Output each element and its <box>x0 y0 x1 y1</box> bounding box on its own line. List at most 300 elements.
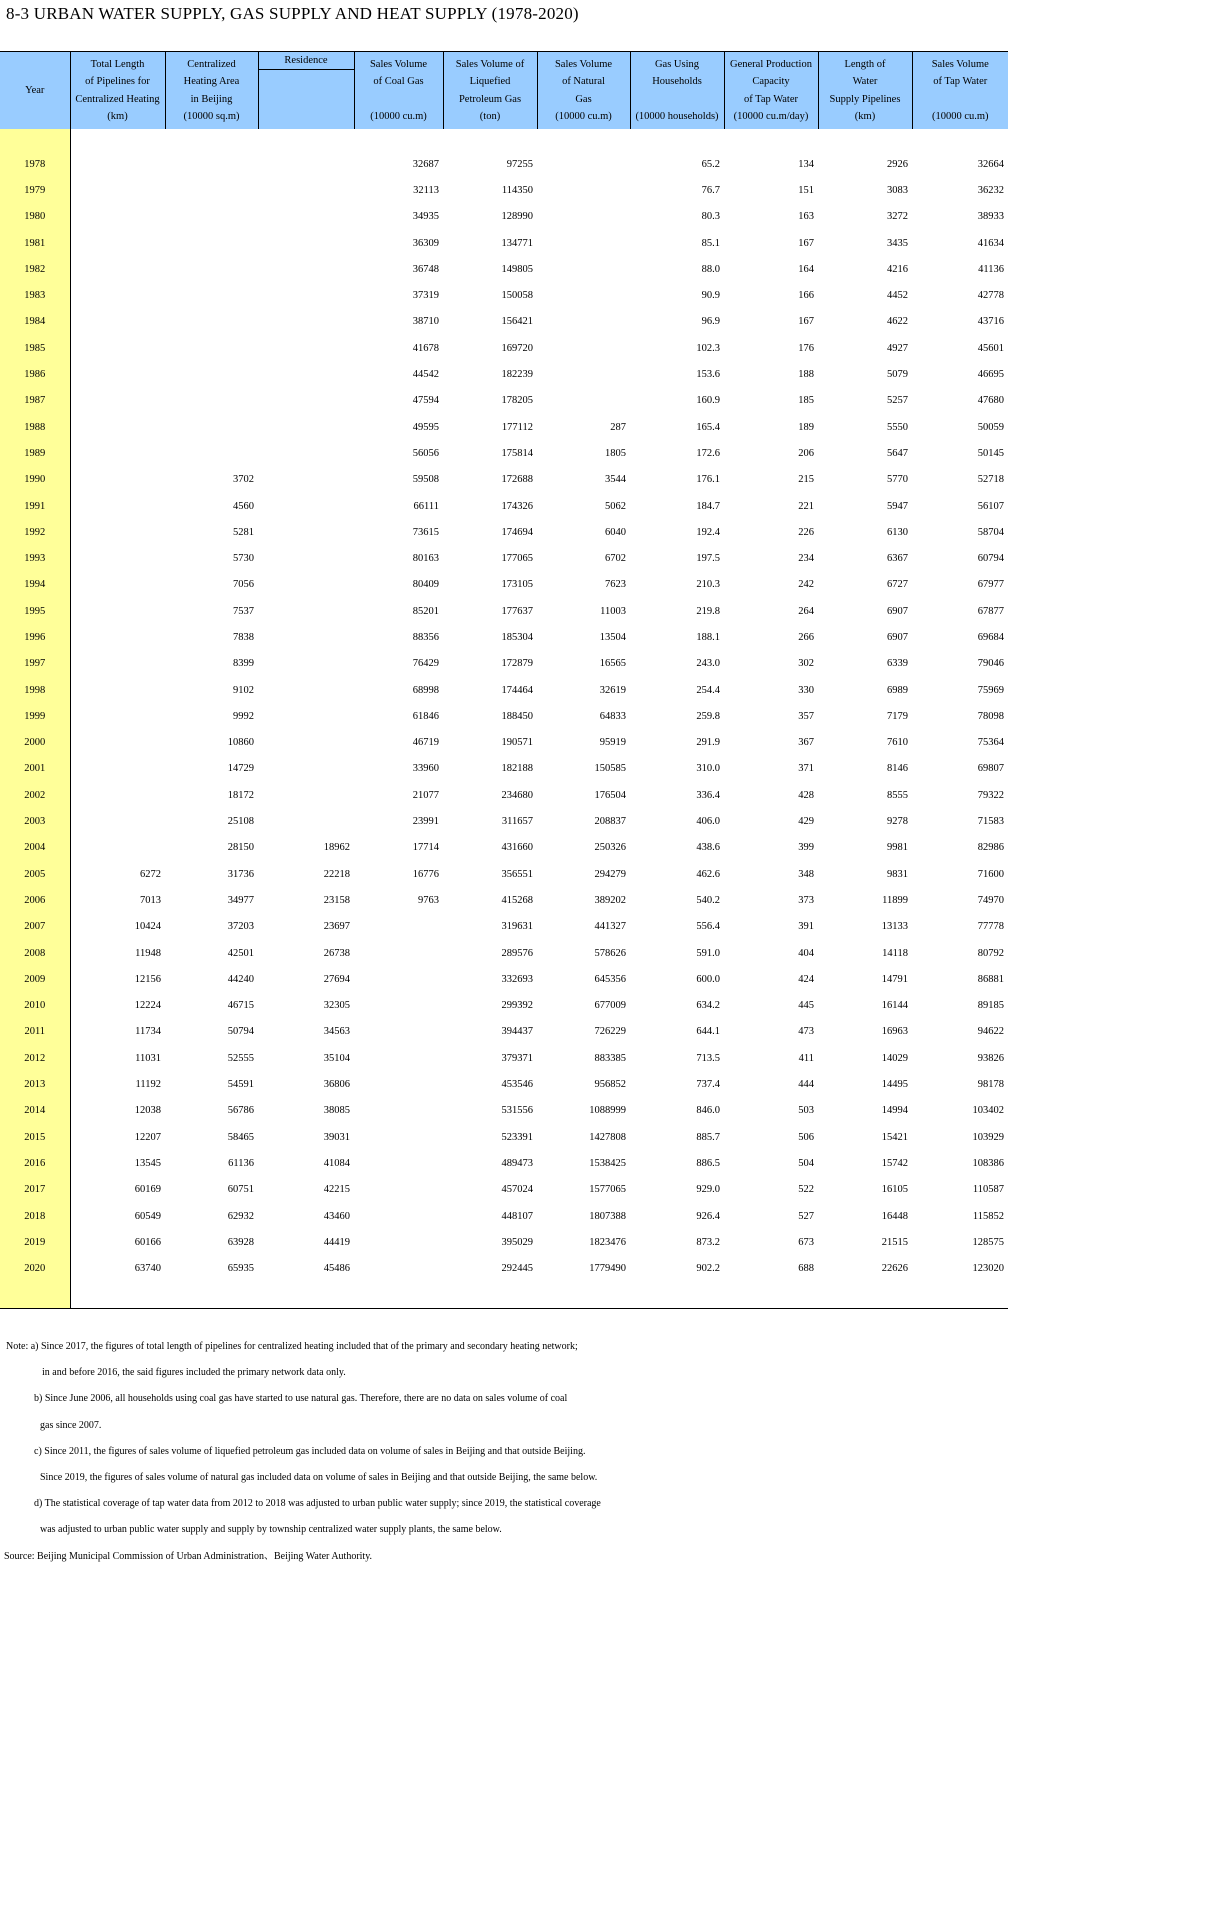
table-row <box>0 440 1008 466</box>
year-cell: 2017 <box>0 1177 70 1203</box>
lpg-cell: 177065 <box>501 553 533 565</box>
year-cell: 1983 <box>0 282 70 308</box>
pipelines-cell <box>70 467 165 493</box>
table-row <box>0 361 1008 387</box>
supply-pipelines-cell: 6339 <box>887 658 908 670</box>
gas-households-cell: 176.1 <box>696 474 720 486</box>
coal-gas-cell: 38710 <box>412 316 439 328</box>
supply-pipelines-cell: 22626 <box>881 1263 908 1275</box>
note-b-line-2: gas since 2007. <box>40 1419 102 1431</box>
tap-sales-cell: 52718 <box>977 474 1004 486</box>
table-row <box>0 230 1008 256</box>
table-row <box>0 335 1008 361</box>
heating-area-cell: 58465 <box>227 1131 254 1143</box>
supply-pipelines-cell: 5550 <box>887 421 908 433</box>
coal-gas-cell: 23991 <box>412 816 439 828</box>
year-cell: 1989 <box>0 440 70 466</box>
lpg-cell: 332693 <box>501 973 533 985</box>
year-cell: 1987 <box>0 388 70 414</box>
pipelines-cell <box>70 256 165 282</box>
heating-area-cell: 8399 <box>233 658 254 670</box>
supply-pipelines-cell: 4927 <box>887 342 908 354</box>
pipelines-cell <box>70 493 165 519</box>
coal-gas-cell: 33960 <box>412 763 439 775</box>
gas-households-cell: 96.9 <box>701 316 720 328</box>
gas-households-cell: 885.7 <box>696 1131 720 1143</box>
supply-pipelines-cell: 6367 <box>887 553 908 565</box>
pipelines-cell <box>70 598 165 624</box>
heating-area-cell: 52555 <box>227 1052 254 1064</box>
table-row <box>0 966 1008 992</box>
residence-cell <box>258 335 354 361</box>
table-row <box>0 756 1008 782</box>
tap-capacity-cell: 330 <box>798 684 814 696</box>
blank-cell <box>912 1282 1008 1309</box>
header-unit: (10000 cu.m) <box>555 111 612 122</box>
header-tap-capacity <box>724 52 818 130</box>
header-unit: (10000 households) <box>635 111 719 122</box>
natural-gas-cell: 1427808 <box>589 1131 626 1143</box>
tap-sales-cell: 86881 <box>977 973 1004 985</box>
supply-pipelines-cell: 7610 <box>887 737 908 749</box>
header-line: Sales Volume <box>369 58 428 70</box>
lpg-cell: 156421 <box>501 316 533 328</box>
lpg-cell: 174694 <box>501 526 533 538</box>
table-row <box>0 1229 1008 1255</box>
header-line: Centralized <box>187 58 236 70</box>
natural-gas-cell: 389202 <box>594 894 626 906</box>
lpg-cell: 489473 <box>501 1157 533 1169</box>
gas-households-cell: 336.4 <box>696 789 720 801</box>
pipelines-cell: 12038 <box>134 1105 161 1117</box>
coal-gas-cell: 80163 <box>412 553 439 565</box>
year-cell: 1995 <box>0 598 70 624</box>
coal-gas-cell: 32687 <box>412 158 439 170</box>
year-cell: 1999 <box>0 703 70 729</box>
pipelines-cell <box>70 782 165 808</box>
tap-capacity-cell: 367 <box>798 737 814 749</box>
gas-households-cell: 438.6 <box>696 842 720 854</box>
natural-gas-cell: 578626 <box>594 947 626 959</box>
tap-sales-cell: 50145 <box>977 447 1004 459</box>
table-row <box>0 467 1008 493</box>
table-row <box>0 519 1008 545</box>
residence-cell <box>258 572 354 598</box>
source-line: Source: Beijing Municipal Commission of Urban Administration、Beijing Water Authority. <box>4 1550 373 1562</box>
heating-area-cell: 9992 <box>233 710 254 722</box>
supply-pipelines-cell: 8146 <box>887 763 908 775</box>
header-tap-sales <box>912 52 1008 130</box>
year-cell: 1979 <box>0 177 70 203</box>
note-c-line-1: c) Since 2011, the figures of sales volume of liquefied petroleum gas included data on volume of sales in Beijing and that outside Beijing. <box>34 1445 586 1457</box>
natural-gas-cell: 287 <box>610 421 626 433</box>
tap-sales-cell: 93826 <box>977 1052 1004 1064</box>
supply-pipelines-cell: 2926 <box>887 158 908 170</box>
year-cell: 2006 <box>0 887 70 913</box>
natural-gas-cell <box>537 177 630 203</box>
residence-cell <box>258 808 354 834</box>
header-pipelines <box>70 52 165 130</box>
lpg-cell: 174464 <box>501 684 533 696</box>
residence-cell <box>258 256 354 282</box>
supply-pipelines-cell: 11899 <box>882 894 908 906</box>
coal-gas-cell <box>354 1229 443 1255</box>
tap-sales-cell: 45601 <box>977 342 1004 354</box>
residence-cell <box>258 703 354 729</box>
heating-area-cell <box>165 335 258 361</box>
lpg-cell: 172879 <box>501 658 533 670</box>
gas-households-cell: 310.0 <box>696 763 720 775</box>
lpg-cell: 134771 <box>501 237 533 249</box>
natural-gas-cell <box>537 230 630 256</box>
natural-gas-cell: 1538425 <box>589 1157 626 1169</box>
natural-gas-cell: 64833 <box>599 710 626 722</box>
coal-gas-cell <box>354 966 443 992</box>
lpg-cell: 174326 <box>501 500 533 512</box>
residence-cell: 44419 <box>323 1236 350 1248</box>
pipelines-cell: 11734 <box>135 1026 161 1038</box>
data-table-container <box>0 51 1008 1309</box>
table-row <box>0 1019 1008 1045</box>
header-unit: (km) <box>107 111 128 122</box>
header-unit: (10000 cu.m/day) <box>733 111 809 122</box>
lpg-cell: 292445 <box>501 1263 533 1275</box>
tap-sales-cell: 79046 <box>977 658 1004 670</box>
coal-gas-cell: 59508 <box>412 474 439 486</box>
pipelines-cell <box>70 335 165 361</box>
lpg-cell: 97255 <box>506 158 533 170</box>
header-line: Capacity <box>752 76 790 87</box>
residence-cell: 41084 <box>323 1157 350 1169</box>
lpg-cell: 182188 <box>501 763 533 775</box>
coal-gas-cell <box>354 1203 443 1229</box>
coal-gas-cell <box>354 1255 443 1281</box>
year-cell: 2002 <box>0 782 70 808</box>
tap-sales-cell: 69807 <box>977 763 1004 775</box>
residence-cell: 39031 <box>323 1131 350 1143</box>
year-cell: 1980 <box>0 204 70 230</box>
pipelines-cell <box>70 835 165 861</box>
lpg-cell: 190571 <box>501 737 533 749</box>
residence-cell <box>258 282 354 308</box>
residence-cell <box>258 467 354 493</box>
header-line: of Tap Water <box>743 93 798 105</box>
natural-gas-cell: 956852 <box>594 1079 626 1091</box>
supply-pipelines-cell: 16105 <box>881 1184 908 1196</box>
natural-gas-cell: 1779490 <box>589 1263 626 1275</box>
gas-households-cell: 219.8 <box>696 605 720 617</box>
lpg-cell: 175814 <box>501 447 533 459</box>
blank-cell <box>630 1282 724 1309</box>
tap-capacity-cell: 185 <box>798 395 814 407</box>
header-line: Liquefied <box>469 76 511 87</box>
supply-pipelines-cell: 6130 <box>887 526 908 538</box>
heating-area-cell <box>165 256 258 282</box>
heating-area-cell: 50794 <box>227 1026 254 1038</box>
residence-cell: 23158 <box>323 894 350 906</box>
residence-cell <box>258 651 354 677</box>
gas-households-cell: 634.2 <box>696 1000 720 1012</box>
pipelines-cell <box>70 808 165 834</box>
gas-households-cell: 929.0 <box>696 1184 720 1196</box>
natural-gas-cell: 250326 <box>594 842 626 854</box>
coal-gas-cell <box>354 993 443 1019</box>
header-natural-gas <box>537 52 630 130</box>
residence-cell <box>258 782 354 808</box>
tap-sales-cell: 60794 <box>977 553 1004 565</box>
pipelines-cell <box>70 677 165 703</box>
supply-pipelines-cell: 3272 <box>887 211 908 223</box>
gas-households-cell: 76.7 <box>701 184 720 196</box>
supply-pipelines-cell: 6907 <box>887 631 908 643</box>
table-row <box>0 1098 1008 1124</box>
year-cell: 2012 <box>0 1045 70 1071</box>
supply-pipelines-cell: 14029 <box>881 1052 908 1064</box>
tap-sales-cell: 123020 <box>972 1263 1004 1275</box>
year-cell: 2020 <box>0 1255 70 1281</box>
coal-gas-cell: 88356 <box>412 631 439 643</box>
year-cell: 1984 <box>0 309 70 335</box>
table-row <box>0 177 1008 203</box>
year-cell: 2018 <box>0 1203 70 1229</box>
residence-cell <box>258 598 354 624</box>
blank-cell <box>258 1282 354 1309</box>
tap-sales-cell: 32664 <box>977 158 1004 170</box>
gas-households-cell: 85.1 <box>701 237 720 249</box>
gas-households-cell: 197.5 <box>696 553 720 565</box>
header-line: of Tap Water <box>933 76 988 87</box>
table-row <box>0 1177 1008 1203</box>
header-line: General Production <box>730 58 812 70</box>
natural-gas-cell: 645356 <box>594 973 626 985</box>
header-line: Petroleum Gas <box>458 93 522 105</box>
tap-capacity-cell: 399 <box>798 842 814 854</box>
blank-cell <box>537 1282 630 1309</box>
tap-capacity-cell: 348 <box>798 868 814 880</box>
heating-area-cell: 7838 <box>233 631 254 643</box>
coal-gas-cell: 16776 <box>412 868 439 880</box>
natural-gas-cell <box>537 388 630 414</box>
tap-capacity-cell: 176 <box>798 342 814 354</box>
year-cell: 1996 <box>0 624 70 650</box>
heating-area-cell <box>165 204 258 230</box>
supply-pipelines-cell: 4216 <box>887 263 908 275</box>
coal-gas-cell: 46719 <box>412 737 439 749</box>
lpg-cell: 356551 <box>501 868 533 880</box>
header-supply-pipelines <box>818 52 912 130</box>
table-row <box>0 703 1008 729</box>
heating-area-cell <box>165 151 258 177</box>
supply-pipelines-cell: 5257 <box>887 395 908 407</box>
supply-pipelines-cell: 16144 <box>881 1000 908 1012</box>
lpg-cell: 188450 <box>501 710 533 722</box>
table-row <box>0 151 1008 177</box>
year-cell: 2011 <box>0 1019 70 1045</box>
natural-gas-cell: 1805 <box>605 447 626 459</box>
tap-sales-cell: 56107 <box>977 500 1004 512</box>
lpg-cell: 150058 <box>501 290 533 302</box>
coal-gas-cell <box>354 1098 443 1124</box>
heating-area-cell: 62932 <box>227 1210 254 1222</box>
lpg-cell: 169720 <box>501 342 533 354</box>
pipelines-cell <box>70 440 165 466</box>
gas-households-cell: 291.9 <box>696 737 720 749</box>
header-line: of Coal Gas <box>373 76 424 87</box>
natural-gas-cell <box>537 151 630 177</box>
lpg-cell: 173105 <box>501 579 533 591</box>
natural-gas-cell: 1823476 <box>589 1236 626 1248</box>
tap-sales-cell: 79322 <box>977 789 1004 801</box>
natural-gas-cell: 13504 <box>599 631 626 643</box>
supply-pipelines-cell: 5947 <box>887 500 908 512</box>
lpg-cell: 415268 <box>501 894 533 906</box>
lpg-cell: 311657 <box>501 816 533 828</box>
pipelines-cell <box>70 204 165 230</box>
pipelines-cell <box>70 624 165 650</box>
tap-capacity-cell: 444 <box>798 1079 814 1091</box>
blank-cell <box>443 1282 537 1309</box>
tap-sales-cell: 43716 <box>977 316 1004 328</box>
header-coal-gas <box>354 52 443 130</box>
header-lpg <box>443 52 537 130</box>
gas-households-cell: 80.3 <box>701 211 720 223</box>
tap-sales-cell: 71600 <box>977 868 1004 880</box>
coal-gas-cell: 73615 <box>412 526 439 538</box>
residence-cell <box>258 493 354 519</box>
header-line: Households <box>652 76 702 87</box>
supply-pipelines-cell: 9831 <box>887 868 908 880</box>
blank-cell <box>165 1282 258 1309</box>
residence-cell <box>258 177 354 203</box>
table-title: 8-3 URBAN WATER SUPPLY, GAS SUPPLY AND HEAT SUPPLY (1978-2020) <box>6 4 579 23</box>
year-cell: 1988 <box>0 414 70 440</box>
table-row <box>0 730 1008 756</box>
tap-capacity-cell: 167 <box>798 316 814 328</box>
header-line: Total Length <box>90 58 145 70</box>
gas-households-cell: 926.4 <box>696 1210 720 1222</box>
pipelines-cell <box>70 388 165 414</box>
tap-sales-cell: 42778 <box>977 290 1004 302</box>
heating-area-cell: 5730 <box>233 553 254 565</box>
supply-pipelines-cell: 14495 <box>881 1079 908 1091</box>
table-row <box>0 993 1008 1019</box>
header-unit: (10000 cu.m) <box>370 111 427 122</box>
coal-gas-cell: 36309 <box>412 237 439 249</box>
year-cell: 2015 <box>0 1124 70 1150</box>
pipelines-cell <box>70 151 165 177</box>
tap-capacity-cell: 424 <box>798 973 814 985</box>
supply-pipelines-cell: 15421 <box>881 1131 908 1143</box>
pipelines-cell <box>70 651 165 677</box>
heating-area-cell: 5281 <box>233 526 254 538</box>
gas-households-cell: 88.0 <box>701 263 720 275</box>
tap-sales-cell: 58704 <box>977 526 1004 538</box>
gas-households-cell: 65.2 <box>701 158 720 170</box>
natural-gas-cell <box>537 282 630 308</box>
heating-area-cell: 14729 <box>227 763 254 775</box>
tap-capacity-cell: 503 <box>798 1105 814 1117</box>
residence-cell: 26738 <box>323 947 350 959</box>
table-row <box>0 204 1008 230</box>
residence-cell: 42215 <box>323 1184 350 1196</box>
tap-sales-cell: 94622 <box>977 1026 1004 1038</box>
gas-households-cell: 644.1 <box>696 1026 720 1038</box>
heating-area-cell: 46715 <box>227 1000 254 1012</box>
lpg-cell: 182239 <box>501 369 533 381</box>
tap-sales-cell: 110587 <box>972 1184 1004 1196</box>
supply-pipelines-cell: 6727 <box>887 579 908 591</box>
header-unit: (km) <box>854 111 876 122</box>
header-line: Gas Using <box>654 58 700 70</box>
supply-pipelines-cell: 21515 <box>881 1236 908 1248</box>
header-line: of Natural <box>562 76 605 87</box>
lpg-cell: 457024 <box>501 1184 533 1196</box>
tap-capacity-cell: 688 <box>798 1263 814 1275</box>
heating-area-cell: 65935 <box>227 1263 254 1275</box>
header-line: Water <box>852 76 878 87</box>
year-cell: 2000 <box>0 730 70 756</box>
supply-pipelines-cell: 7179 <box>887 710 908 722</box>
coal-gas-cell <box>354 1045 443 1071</box>
pipelines-cell: 60169 <box>134 1184 161 1196</box>
header-line: Centralized Heating <box>75 93 160 105</box>
header-year: Year <box>0 52 70 130</box>
table-body <box>0 129 1008 1308</box>
year-cell: 1993 <box>0 545 70 571</box>
year-cell: 2019 <box>0 1229 70 1255</box>
coal-gas-cell <box>354 914 443 940</box>
tap-sales-cell: 67877 <box>977 605 1004 617</box>
coal-gas-cell: 85201 <box>412 605 439 617</box>
table-row <box>0 545 1008 571</box>
pipelines-cell: 12156 <box>134 973 161 985</box>
data-table <box>0 51 1008 1309</box>
year-cell: 2010 <box>0 993 70 1019</box>
coal-gas-cell: 34935 <box>412 211 439 223</box>
natural-gas-cell <box>537 361 630 387</box>
natural-gas-cell: 176504 <box>594 789 626 801</box>
tap-sales-cell: 50059 <box>977 421 1004 433</box>
lpg-cell: 172688 <box>501 474 533 486</box>
pipelines-cell: 60549 <box>134 1210 161 1222</box>
pipelines-cell: 11192 <box>135 1079 161 1091</box>
supply-pipelines-cell: 5079 <box>887 369 908 381</box>
tap-capacity-cell: 373 <box>798 894 814 906</box>
gas-households-cell: 406.0 <box>696 816 720 828</box>
supply-pipelines-cell: 6907 <box>887 605 908 617</box>
year-cell: 2004 <box>0 835 70 861</box>
natural-gas-cell: 6040 <box>605 526 626 538</box>
supply-pipelines-cell: 4452 <box>887 290 908 302</box>
natural-gas-cell: 3544 <box>605 474 626 486</box>
tap-sales-cell: 78098 <box>977 710 1004 722</box>
lpg-cell: 431660 <box>501 842 533 854</box>
residence-cell: 34563 <box>323 1026 350 1038</box>
residence-cell: 36806 <box>323 1079 350 1091</box>
year-cell: 1997 <box>0 651 70 677</box>
tap-sales-cell: 41136 <box>978 263 1004 275</box>
natural-gas-cell: 16565 <box>599 658 626 670</box>
natural-gas-cell: 1807388 <box>589 1210 626 1222</box>
header-unit: (10000 cu.m) <box>931 111 989 122</box>
gas-households-cell: 462.6 <box>696 868 720 880</box>
lpg-cell: 234680 <box>501 789 533 801</box>
tap-sales-cell: 67977 <box>977 579 1004 591</box>
note-b-line-1: b) Since June 2006, all households using coal gas have started to use natural gas. Therefore, there are no data on sales volume of coal <box>34 1393 568 1405</box>
gas-households-cell: 172.6 <box>696 447 720 459</box>
year-cell: 2013 <box>0 1071 70 1097</box>
table-row <box>0 835 1008 861</box>
